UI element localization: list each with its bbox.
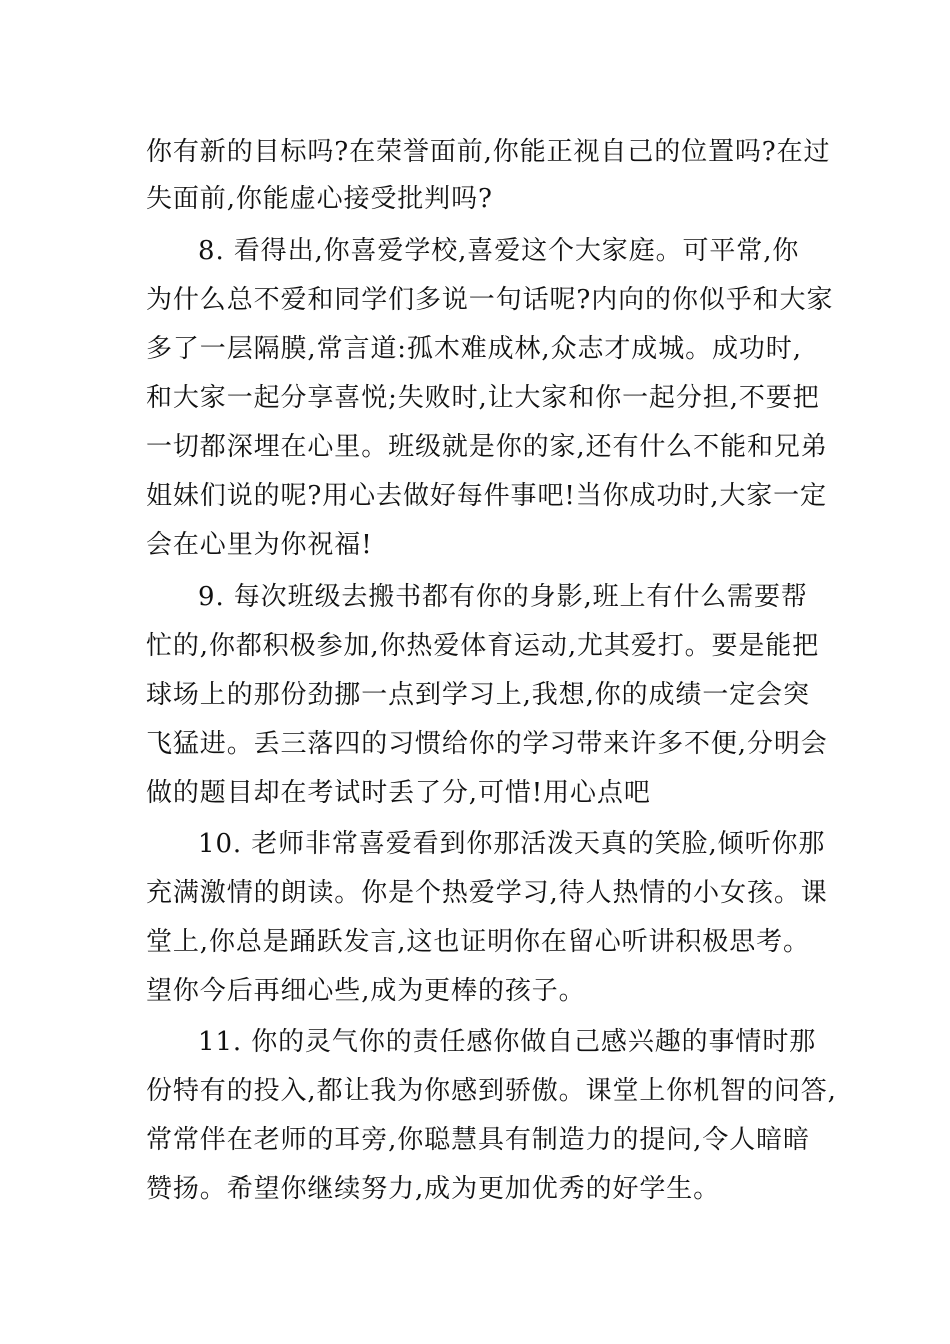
text-line: 失面前,你能虚心接受批判吗? (146, 184, 493, 214)
text-line: 常常伴在老师的耳旁,你聪慧具有制造力的提问,令人暗暗 (146, 1125, 810, 1155)
text-line: 多了一层隔膜,常言道:孤木难成林,众志才成城。成功时, (146, 334, 802, 364)
text-line: 姐妹们说的呢?用心去做好每件事吧!当你成功时,大家一定 (146, 481, 827, 511)
text-line: 球场上的那份劲挪一点到学习上,我想,你的成绩一定会突 (146, 680, 810, 710)
text-line: 飞猛进。丢三落四的习惯给你的学习带来许多不便,分明会 (146, 729, 828, 759)
text-line: 望你今后再细心些,成为更棒的孩子。 (146, 976, 586, 1006)
text-line: 你有新的目标吗?在荣誉面前,你能正视自己的位置吗?在过 (146, 137, 831, 167)
text-line: 堂上,你总是踊跃发言,这也证明你在留心听讲积极思考。 (146, 927, 810, 957)
text-line: 为什么总不爱和同学们多说一句话呢?内向的你似乎和大家 (146, 285, 834, 315)
text-line: 会在心里为你祝福! (146, 530, 373, 560)
text-line: 8. 看得出,你喜爱学校,喜爱这个大家庭。可平常,你 (198, 236, 800, 266)
text-line: 份特有的投入,都让我为你感到骄傲。课堂上你机智的问答, (146, 1076, 837, 1106)
text-line: 9. 每次班级去搬书都有你的身影,班上有什么需要帮 (198, 582, 808, 612)
text-line: 11. 你的灵气你的责任感你做自己感兴趣的事情时那 (198, 1027, 817, 1057)
text-line: 赞扬。希望你继续努力,成为更加优秀的好学生。 (146, 1174, 721, 1204)
text-line: 10. 老师非常喜爱看到你那活泼天真的笑脸,倾听你那 (198, 829, 826, 859)
text-line: 和大家一起分享喜悦;失败时,让大家和你一起分担,不要把 (146, 383, 820, 413)
text-line: 充满激情的朗读。你是个热爱学习,待人热情的小女孩。课 (146, 878, 828, 908)
text-line: 一切都深埋在心里。班级就是你的家,还有什么不能和兄弟 (146, 432, 828, 462)
text-line: 忙的,你都积极参加,你热爱体育运动,尤其爱打。要是能把 (146, 631, 820, 661)
text-line: 做的题目却在考试时丢了分,可惜!用心点吧 (146, 778, 651, 808)
